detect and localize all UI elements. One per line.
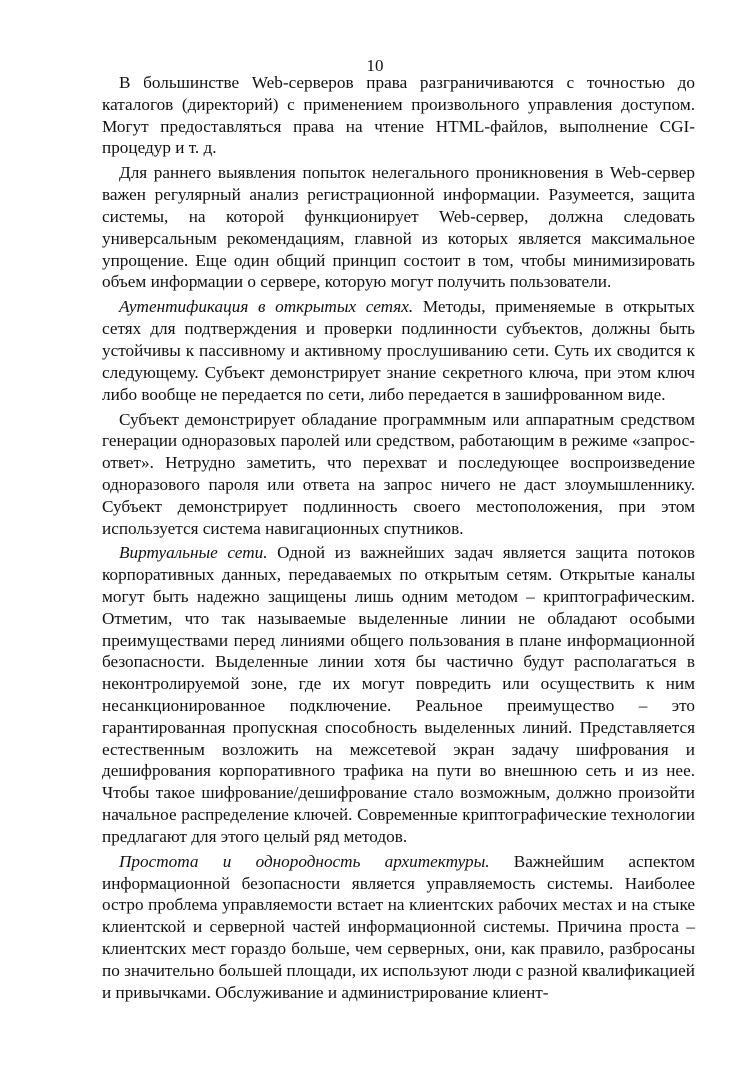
paragraph-text: Субъект демонстрирует обладание программным или аппаратным средством генерации одноразовых паролей или средством, работающим в режиме «запрос-ответ». Нетрудно заметить, что перехват и последующее воспроизведение одноразового пароля или ответа на запрос ничего не даст злоумышленнику. Субъект демонстрирует подлинность своего местоположения, при этом используется система навигационных спутников. (102, 409, 695, 538)
paragraph-text: Методы, применяемые в открытых сетях для подтверждения и проверки подлинности субъектов, должны быть устойчивы к пассивному и активному прослушиванию сети. Суть их сводится к следующему. Субъект демонстрирует знание секретного ключа, при этом ключ либо вообще не передается по сети, либо передается в зашифрованном виде. (102, 297, 695, 404)
paragraph-heading: Простота и однородность архитектуры. (119, 851, 490, 871)
paragraph-intrusion-detection (102, 162, 695, 293)
paragraph-heading: Аутентификация в открытых сетях. (119, 297, 414, 317)
page-number: 10 (366, 56, 384, 75)
paragraph-heading: Виртуальные сети. (119, 543, 268, 563)
body-text (102, 72, 695, 1007)
paragraph-open-network-authentication (102, 296, 695, 405)
paragraph-text: В большинстве Web-серверов права разграничиваются с точностью до каталогов (директорий) с применением произвольного управления доступом. Могут предоставляться права на чтение HTML-файлов, выполнение CGI-процедур и т. д. (102, 73, 695, 158)
paragraph-architecture-simplicity (102, 851, 695, 1004)
paragraph-text: Одной из важнейших задач является защита потоков корпоративных данных, передаваемых по открытым сетям. Открытые каналы могут быть надежно защищены лишь одним методом – криптографическим. Отметим, что так называемые выделенные линии не обладают особыми преимуществами перед линиями общего пользования в плане информационной безопасности. Выделенные линии хотя бы частично будут располагаться в неконтролируемой зоне, где их могут повредить или осуществить к ним несанкционированное подключение. Реальное преимущество – это гарантированная пропускная способность выделенных линий. Представляется естественным возложить на межсетевой экран задачу шифрования и дешифрования корпоративного трафика на пути во внешнюю сеть и из нее. Чтобы такое шифрование/дешифрование стало возможным, должно произойти начальное распределение ключей. Современные криптографические технологии предлагают для этого целый ряд методов. (102, 543, 695, 846)
paragraph-text: Важнейшим аспектом информационной безопасности является управляемость системы. Наиболее остро проблема управляемости встает на клиентских рабочих местах и на стыке клиентской и серверной частей информационной системы. Причина проста – клиентских мест гораздо больше, чем серверных, они, как правило, разбросаны по значительно большей площади, их используют люди с разной квалификацией и привычками. Обслуживание и администрирование клиент- (102, 851, 696, 1002)
paragraph-virtual-networks (102, 542, 695, 847)
paragraph-web-access-rights (102, 72, 695, 159)
paragraph-text: Для раннего выявления попыток нелегального проникновения в Web-сервер важен регулярный анализ регистрационной информации. Разумеется, защита системы, на которой функционирует Web-сервер, должна следовать универсальным рекомендациям, главной из которых является максимальное упрощение. Еще один общий принцип состоит в том, чтобы минимизировать объем информации о сервере, которую могут получить пользователи. (102, 163, 695, 292)
paragraph-one-time-passwords (102, 409, 695, 540)
